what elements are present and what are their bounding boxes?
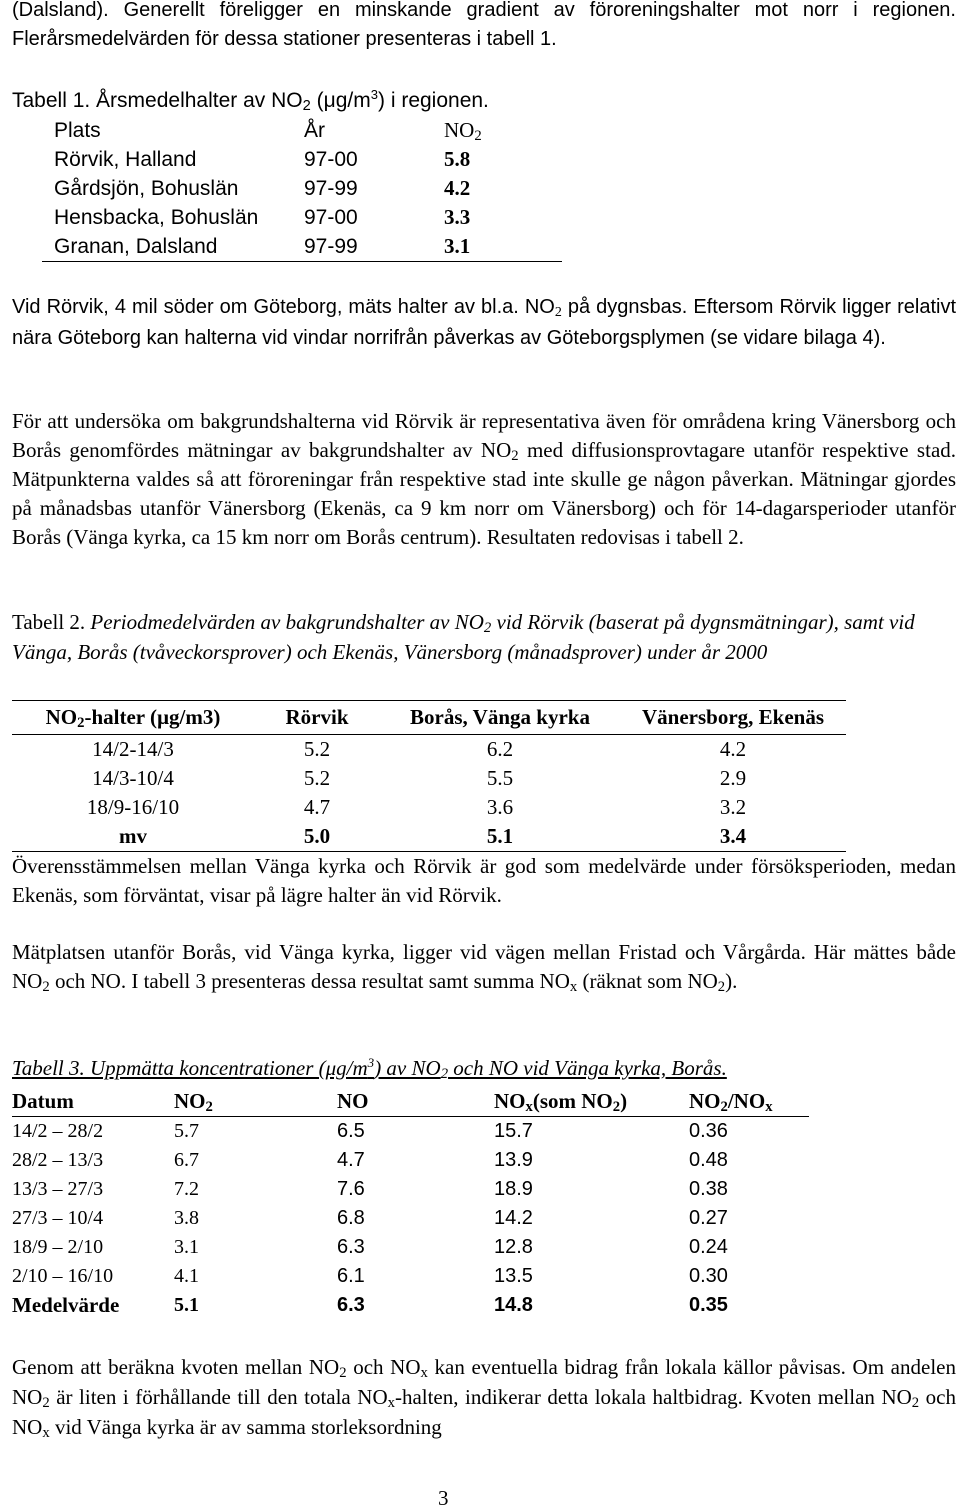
table3-cell-no: 6.8 (337, 1207, 365, 1229)
table3-cell-nox: 13.5 (494, 1265, 533, 1287)
table1 (42, 116, 562, 262)
table2-header-vanga: Borås, Vänga kyrka (380, 701, 620, 735)
table1-header-ar: År (304, 118, 325, 142)
table1-cell-plats: Granan, Dalsland (54, 234, 218, 258)
table1-cell-no2: 5.8 (444, 147, 471, 171)
table3-cell-ratio: 0.36 (689, 1120, 728, 1142)
table1-header-row (42, 116, 562, 145)
table2-cell-ekenas: 4.2 (719, 737, 747, 761)
table2-cell-period: mv (12, 822, 254, 852)
table3-cell-ratio: 0.24 (689, 1236, 728, 1258)
table2-header-rorvik: Rörvik (254, 701, 380, 735)
table3-cell-no2: 7.2 (174, 1178, 199, 1200)
table1-caption: Tabell 1. Årsmedelhalter av $NO_2$ $(\mu g/m^3)$ i regionen. (12, 87, 489, 114)
table1-cell-ar: 97-99 (304, 176, 358, 200)
table-row (42, 232, 562, 262)
table-row (12, 1117, 809, 1147)
table3-header-no2: $NO_2$ (174, 1087, 337, 1117)
table2-cell-vanga: 5.1 (380, 822, 620, 852)
table3-cell-no: 6.5 (337, 1120, 365, 1142)
table1-cell-no2: 4.2 (444, 176, 471, 200)
table-row (12, 1204, 809, 1233)
table2-header-row (12, 701, 846, 735)
table2-cell-period: 14/2-14/3 (92, 737, 174, 761)
table3-cell-ratio: 0.30 (689, 1265, 728, 1287)
table-row (42, 203, 562, 232)
table1-cell-no2: 3.3 (444, 205, 471, 229)
table2-header-period: $NO_2$-halter (µg/m3) (12, 701, 254, 735)
table2-cell-ekenas: 3.4 (620, 822, 846, 852)
table-row (12, 793, 846, 822)
paragraph-genom: Genom att beräkna kvoten mellan $NO_2$ och $NO_x$ kan eventuella bidrag från lokala källor påvisas. Om andelen $NO_2$ är liten i förhållande till den totala $NO_x$-halten, indikerar detta lokala haltbidrag. Kvoten mellan $NO_2$ och $NO_x$ vid Vänga kyrka är av samma storleksordning (12, 1355, 956, 1441)
table1-cell-plats: Gårdsjön, Bohuslän (54, 176, 239, 200)
paragraph-matplatsen: Mätplatsen utanför Borås, vid Vänga kyrka, ligger vid vägen mellan Fristad och Vårgårda. Här mättes både $NO_2$ och NO. I tabell 3 presenteras dessa resultat samt summa $NO_x$ (räknat som $NO_2$). (12, 940, 956, 995)
table3-cell-ratio: 0.35 (689, 1294, 728, 1316)
table2-mean-row (12, 822, 846, 852)
table3-header-no: NO (337, 1087, 494, 1117)
table3-header-ratio: $NO_2/NO_x$ (689, 1087, 809, 1117)
table3-cell-datum: 14/2 – 28/2 (12, 1120, 104, 1142)
table1-cell-ar: 97-00 (304, 205, 358, 229)
table1-cell-plats: Hensbacka, Bohuslän (54, 205, 259, 229)
table3-cell-no: 7.6 (337, 1178, 365, 1200)
table1-cell-ar: 97-99 (304, 234, 358, 258)
table3-cell-nox: 14.8 (494, 1294, 533, 1316)
table3-mean-row (12, 1291, 809, 1320)
table-row (12, 1262, 809, 1291)
table2-cell-vanga: 5.5 (486, 766, 514, 790)
table2-cell-rorvik: 4.7 (303, 795, 331, 819)
table1-cell-plats: Rörvik, Halland (54, 147, 197, 171)
table-row (42, 145, 562, 174)
table2-cell-rorvik: 5.2 (303, 766, 331, 790)
table2-cell-ekenas: 2.9 (719, 766, 747, 790)
table3-cell-no2: 3.1 (174, 1236, 199, 1258)
table1-header-no2: $NO_2$ (444, 118, 482, 144)
table3-cell-datum: 18/9 – 2/10 (12, 1236, 104, 1258)
table3-cell-nox: 15.7 (494, 1120, 533, 1142)
table-row (12, 735, 846, 765)
table3-header-nox: $NO_x(som$ $NO_2$) (494, 1087, 689, 1117)
table3-cell-ratio: 0.48 (689, 1149, 728, 1171)
table3-cell-no2: 4.1 (174, 1265, 199, 1287)
table3-cell-no: 4.7 (337, 1149, 365, 1171)
paragraph-rorvik: Vid Rörvik, 4 mil söder om Göteborg, mäts halter av bl.a. $NO_2$ på dygnsbas. Eftersom Rörvik ligger relativt nära Göteborg kan halterna vid vindar norrifrån påverkas av Göteborgsplymen (se vidare bilaga 4). (12, 296, 957, 349)
table-row (12, 1175, 809, 1204)
table3-cell-datum: Medelvärde (12, 1293, 120, 1317)
table3-cell-nox: 14.2 (494, 1207, 533, 1229)
table3-cell-nox: 18.9 (494, 1178, 533, 1200)
table-row (42, 174, 562, 203)
table-row (12, 764, 846, 793)
table3-cell-datum: 27/3 – 10/4 (12, 1207, 104, 1229)
table2-cell-vanga: 6.2 (486, 737, 514, 761)
table3-cell-no2: 3.8 (174, 1207, 199, 1229)
table3-cell-no2: 5.1 (174, 1294, 199, 1316)
table3-cell-no2: 5.7 (174, 1120, 199, 1142)
table3-cell-ratio: 0.27 (689, 1207, 728, 1229)
table3 (12, 1087, 809, 1320)
table2-cell-vanga: 3.6 (486, 795, 514, 819)
table3-header-datum: Datum (12, 1087, 174, 1117)
table3-header-row (12, 1087, 809, 1117)
intro-paragraph: (Dalsland). Generellt föreligger en minskande gradient av föroreningshalter mot norr i regionen. Flerårsmedelvärden för dessa stationer presenteras i tabell 1. (12, 0, 956, 50)
table2-cell-period: 18/9-16/10 (86, 795, 180, 819)
page-number: 3 (438, 1486, 449, 1510)
table2-caption: Tabell 2. Periodmedelvärden av bakgrundshalter av $NO_2$ vid Rörvik (baserat på dygnsmätningar), samt vid Vänga, Borås (tvåveckorsprover) och Ekenäs, Vänersborg (månadsprover) under år 2000 (12, 610, 915, 664)
table-row (12, 1233, 809, 1262)
table3-cell-no2: 6.7 (174, 1149, 199, 1171)
table3-cell-no: 6.1 (337, 1265, 365, 1287)
table3-cell-no: 6.3 (337, 1294, 365, 1316)
table2-cell-rorvik: 5.0 (254, 822, 380, 852)
table3-cell-no: 6.3 (337, 1236, 365, 1258)
table2-header-ekenas: Vänersborg, Ekenäs (620, 701, 846, 735)
table2-cell-ekenas: 3.2 (719, 795, 747, 819)
paragraph-undersoka: För att undersöka om bakgrundshalterna vid Rörvik är representativa även för områdena kring Vänersborg och Borås genomfördes mätningar av bakgrundshalter av $NO_2$ med diffusionsprovtagare utanför respektive stad. Mätpunkterna valdes så att föroreningar från respektive stad inte skulle ge någon påverkan. Mätningar gjordes på månadsbas utanför Vänersborg (Ekenäs, ca 9 km norr om Vänersborg) och för 14-dagarsperioder utanför Borås (Vänga kyrka, ca 15 km norr om Borås centrum). Resultaten redovisas i tabell 2. (12, 409, 957, 549)
table-row (12, 1146, 809, 1175)
table2-cell-period: 14/3-10/4 (92, 766, 174, 790)
table3-cell-ratio: 0.38 (689, 1178, 728, 1200)
table3-cell-nox: 13.9 (494, 1149, 533, 1171)
paragraph-overensstammelsen: Överensstämmelsen mellan Vänga kyrka och Rörvik är god som medelvärde under försöksperioden, medan Ekenäs, som förväntat, visar på lägre halter än vid Rörvik. (12, 854, 956, 907)
table1-cell-no2: 3.1 (444, 234, 471, 258)
table2 (12, 700, 846, 852)
table1-cell-ar: 97-00 (304, 147, 358, 171)
table3-cell-nox: 12.8 (494, 1236, 533, 1258)
table3-cell-datum: 13/3 – 27/3 (12, 1178, 104, 1200)
table3-cell-datum: 2/10 – 16/10 (12, 1265, 114, 1287)
table3-cell-datum: 28/2 – 13/3 (12, 1149, 104, 1171)
table1-header-plats: Plats (54, 118, 101, 142)
table3-caption: Tabell 3. Uppmätta koncentrationer $(\mu g/m^3)$ av $NO_2$ och NO vid Vänga kyrka, Borås. (12, 1055, 727, 1082)
table2-cell-rorvik: 5.2 (303, 737, 331, 761)
